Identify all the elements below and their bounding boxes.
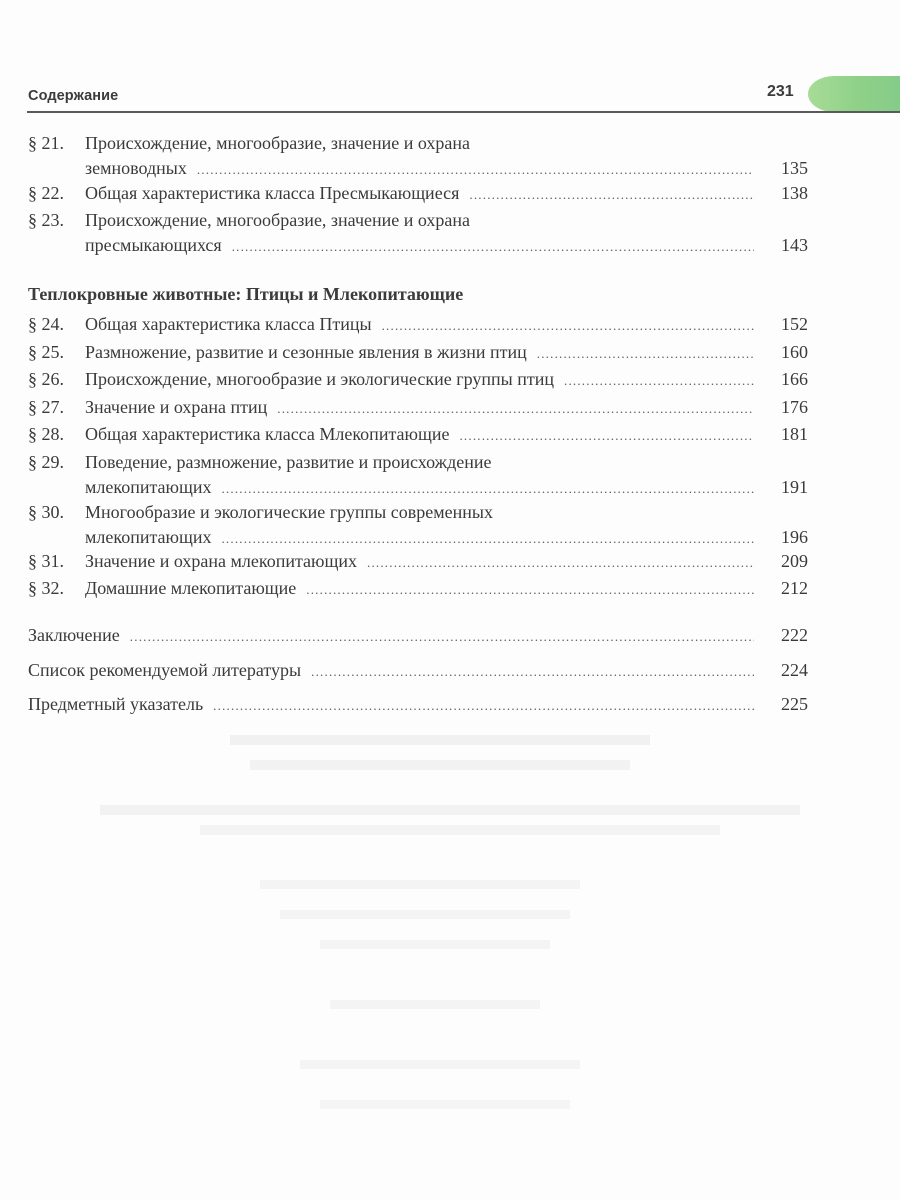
header-rule bbox=[27, 111, 900, 113]
green-page-tab bbox=[808, 76, 900, 112]
entry-page: 212 bbox=[781, 578, 808, 598]
entry-page: 191 bbox=[781, 477, 808, 497]
dot-leader bbox=[277, 399, 754, 419]
dot-leader bbox=[459, 426, 754, 446]
entry-number: § 23. bbox=[28, 210, 64, 230]
dot-leader bbox=[221, 479, 754, 499]
entry-number: § 28. bbox=[28, 424, 64, 444]
entry-title: Домашние млекопитающие bbox=[85, 578, 297, 598]
toc-entry-literature[interactable] bbox=[28, 660, 808, 685]
entry-title: Происхождение, многообразие и экологические группы птиц bbox=[85, 369, 554, 389]
entry-number: § 27. bbox=[28, 397, 64, 417]
entry-page: 209 bbox=[781, 551, 808, 571]
entry-page: 143 bbox=[781, 235, 808, 255]
toc-entry-30[interactable] bbox=[28, 502, 808, 552]
entry-title: Значение и охрана млекопитающих bbox=[85, 551, 357, 571]
entry-title: Общая характеристика класса Пресмыкающиеся bbox=[85, 183, 460, 203]
entry-number: § 29. bbox=[28, 452, 64, 472]
dot-leader bbox=[469, 185, 754, 205]
entry-page: 152 bbox=[781, 314, 808, 334]
entry-title: Значение и охрана птиц bbox=[85, 397, 268, 417]
page-number: 231 bbox=[767, 83, 794, 100]
entry-number: § 30. bbox=[28, 502, 64, 522]
entry-page: 222 bbox=[781, 625, 808, 645]
dot-leader bbox=[564, 371, 754, 391]
entry-number: § 22. bbox=[28, 183, 64, 203]
entry-title: Предметный указатель bbox=[28, 694, 204, 714]
entry-page: 224 bbox=[781, 660, 808, 680]
entry-title: Многообразие и экологические группы современных bbox=[85, 502, 493, 522]
page-header bbox=[0, 70, 900, 112]
toc-entry-conclusion[interactable] bbox=[28, 625, 808, 650]
toc-entry-22[interactable] bbox=[28, 183, 808, 208]
dot-leader bbox=[221, 529, 754, 549]
toc-entry-26[interactable] bbox=[28, 369, 808, 394]
entry-page: 176 bbox=[781, 397, 808, 417]
entry-page: 181 bbox=[781, 424, 808, 444]
entry-page: 138 bbox=[781, 183, 808, 203]
entry-title-cont: млекопитающих bbox=[85, 477, 212, 497]
toc-entry-index[interactable] bbox=[28, 694, 808, 719]
toc-entry-32[interactable] bbox=[28, 578, 808, 603]
entry-number: § 31. bbox=[28, 551, 64, 571]
entry-page: 196 bbox=[781, 527, 808, 547]
entry-title: Список рекомендуемой литературы bbox=[28, 660, 302, 680]
entry-title: Заключение bbox=[28, 625, 120, 645]
entry-page: 160 bbox=[781, 342, 808, 362]
entry-title: Общая характеристика класса Птицы bbox=[85, 314, 372, 334]
entry-number: § 32. bbox=[28, 578, 64, 598]
toc-entry-31[interactable] bbox=[28, 551, 808, 576]
entry-number: § 24. bbox=[28, 314, 64, 334]
dot-leader bbox=[537, 344, 754, 364]
dot-leader bbox=[130, 627, 754, 647]
entry-page: 166 bbox=[781, 369, 808, 389]
entry-page: 135 bbox=[781, 158, 808, 178]
dot-leader bbox=[306, 580, 754, 600]
entry-title: Поведение, размножение, развитие и происхождение bbox=[85, 452, 492, 472]
entry-number: § 21. bbox=[28, 133, 64, 153]
entry-title-cont: земноводных bbox=[85, 158, 187, 178]
dot-leader bbox=[311, 662, 754, 682]
entry-page: 225 bbox=[781, 694, 808, 714]
dot-leader bbox=[232, 237, 754, 257]
dot-leader bbox=[213, 696, 754, 716]
entry-title-cont: млекопитающих bbox=[85, 527, 212, 547]
section-heading: Теплокровные животные: Птицы и Млекопитающие bbox=[28, 284, 464, 304]
running-head-title: Содержание bbox=[28, 88, 119, 104]
entry-number: § 26. bbox=[28, 369, 64, 389]
toc-entry-21[interactable] bbox=[28, 133, 808, 183]
entry-title: Общая характеристика класса Млекопитающие bbox=[85, 424, 450, 444]
toc-entry-25[interactable] bbox=[28, 342, 808, 367]
dot-leader bbox=[197, 160, 754, 180]
dot-leader bbox=[367, 553, 754, 573]
dot-leader bbox=[382, 316, 754, 336]
entry-title: Происхождение, многообразие, значение и охрана bbox=[85, 210, 471, 230]
toc-entry-28[interactable] bbox=[28, 424, 808, 449]
entry-title: Размножение, развитие и сезонные явления в жизни птиц bbox=[85, 342, 527, 362]
toc-entry-29[interactable] bbox=[28, 452, 808, 502]
entry-title-cont: пресмыкающихся bbox=[85, 235, 222, 255]
toc-entry-24[interactable] bbox=[28, 314, 808, 339]
entry-title: Происхождение, многообразие, значение и охрана bbox=[85, 133, 471, 153]
toc-entry-27[interactable] bbox=[28, 397, 808, 422]
toc-entry-23[interactable] bbox=[28, 210, 808, 260]
entry-number: § 25. bbox=[28, 342, 64, 362]
